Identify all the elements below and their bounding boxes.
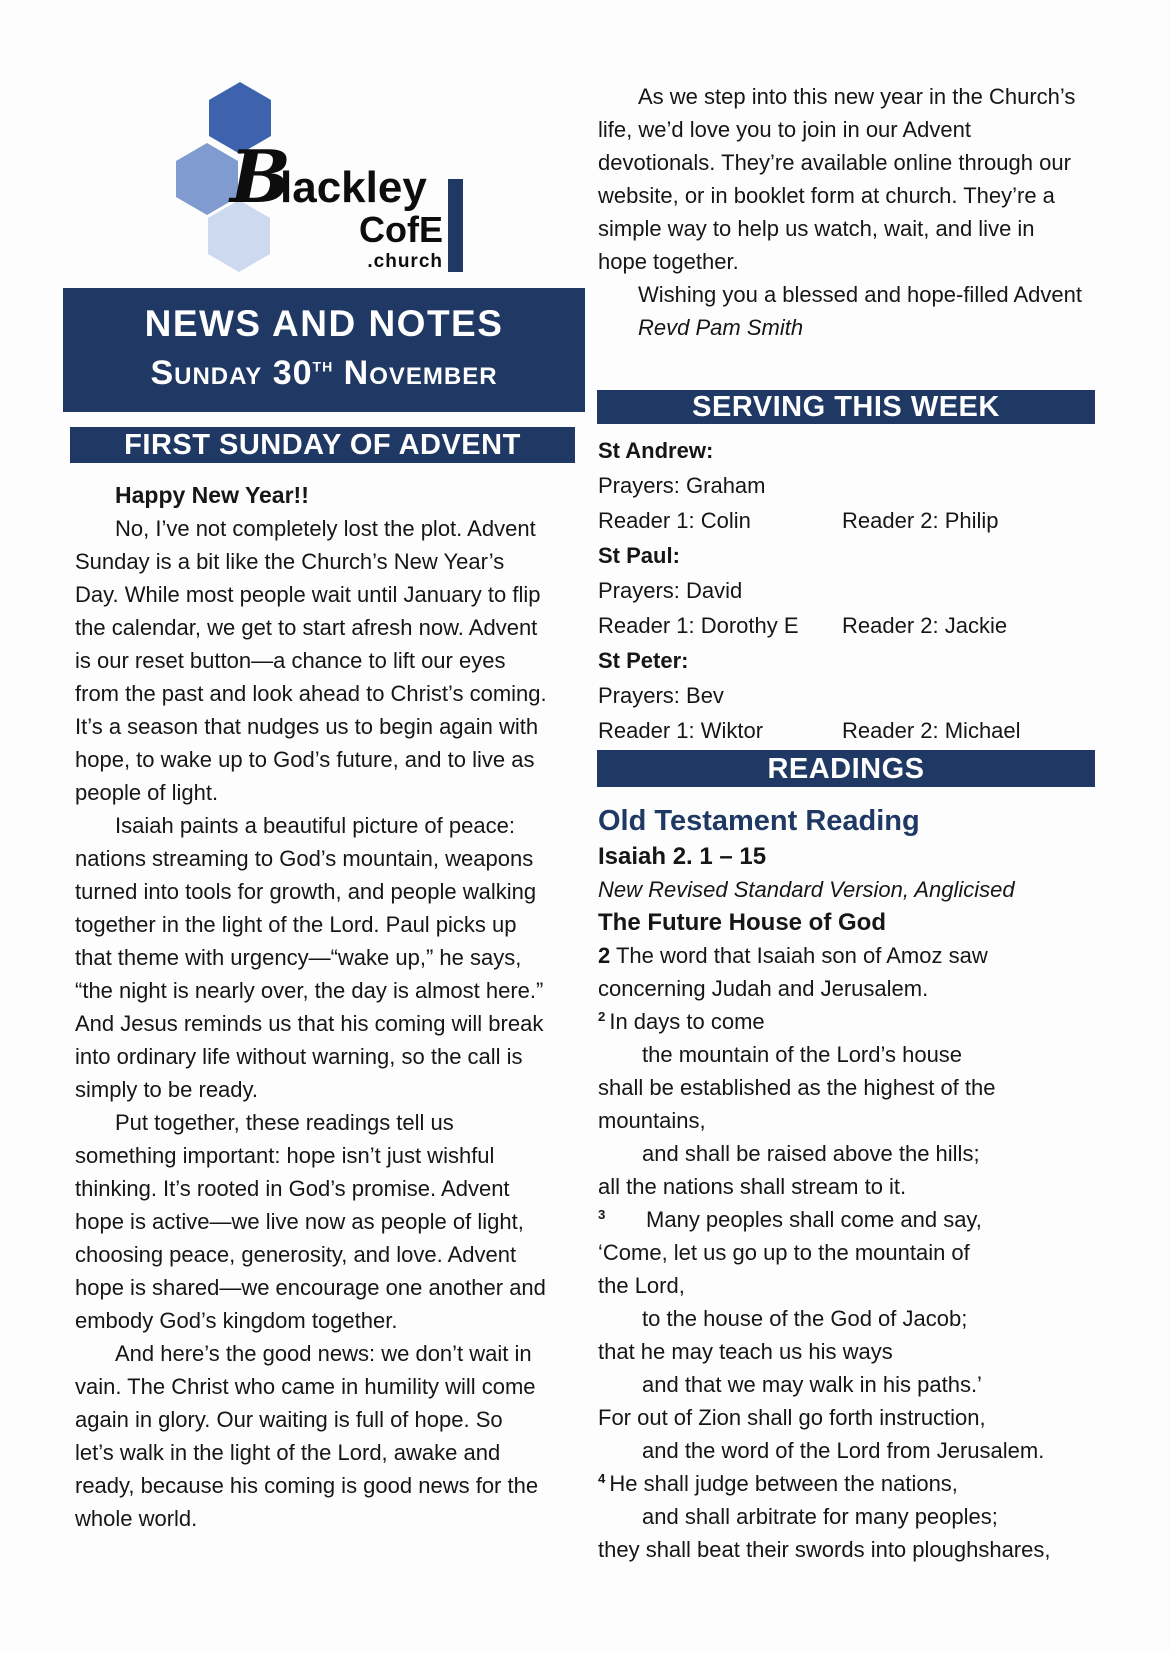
verse-text: they shall beat their swords into ploughshares, xyxy=(598,1537,1051,1562)
readers-row xyxy=(598,713,1082,748)
verse-line xyxy=(598,1335,1090,1368)
article-heading: Happy New Year!! xyxy=(115,482,309,508)
verse-text: ‘Come, let us go up to the mountain of xyxy=(598,1240,970,1265)
verse-line xyxy=(598,1071,1090,1104)
church-name: St Andrew: xyxy=(598,438,714,463)
newsletter-date xyxy=(63,354,585,393)
verse-text: and shall arbitrate for many peoples; xyxy=(642,1504,998,1529)
church-logo xyxy=(160,72,470,272)
signature: Revd Pam Smith xyxy=(638,315,804,340)
serving-list xyxy=(598,433,1082,748)
advent-article xyxy=(75,479,547,1535)
prayers-line: Prayers: Bev xyxy=(598,683,724,708)
verse-text: the mountain of the Lord’s house xyxy=(642,1042,963,1067)
verse-line xyxy=(598,1236,1090,1269)
date-prefix: Sunday 30 xyxy=(150,354,313,392)
church-name: St Paul: xyxy=(598,543,680,568)
verse-text: the Lord, xyxy=(598,1273,685,1298)
verse-line xyxy=(598,1302,1090,1335)
logo-church-text: .church xyxy=(367,251,443,272)
reading-version: New Revised Standard Version, Anglicised xyxy=(598,877,1015,902)
verse-text: to the house of the God of Jacob; xyxy=(642,1306,968,1331)
logo-initial-b: B xyxy=(230,134,291,219)
prayers-line: Prayers: David xyxy=(598,578,743,603)
verse-line xyxy=(598,1467,1090,1500)
intro-paragraph: Wishing you a blessed and hope-filled Advent xyxy=(638,282,1082,307)
reader-1: Reader 1: Colin xyxy=(598,508,751,533)
reading-title: Old Testament Reading xyxy=(598,805,920,837)
verse-text: and the word of the Lord from Jerusalem. xyxy=(642,1438,1045,1463)
article-paragraph: Isaiah paints a beautiful picture of peace: nations streaming to God’s mountain, weapons turned into tools for growth, and people walking together in the light of the Lord. Paul picks up that theme with urgency—“wake up,” he says, “the night is nearly over, the day is almost here.” And Jesus reminds us that his coming will break into ordinary life without warning, so the call is simply to be ready. xyxy=(75,813,544,1102)
logo-cofe-text: CofE xyxy=(359,209,443,250)
verse-text: mountains, xyxy=(598,1108,706,1133)
verse-line xyxy=(598,1368,1090,1401)
readers-row xyxy=(598,503,1082,538)
intro-paragraph: As we step into this new year in the Church’s life, we’d love you to join in our Advent devotionals. They’re available online through our website, or in booklet form at church. They’re a simple way to help us watch, wait, and live in hope together. xyxy=(598,84,1076,274)
verse-number: 2 xyxy=(598,943,611,968)
verse-line xyxy=(598,1533,1090,1566)
verse-line xyxy=(598,1104,1090,1137)
verse-text: He shall judge between the nations, xyxy=(609,1471,958,1496)
verse-line xyxy=(598,1203,1090,1236)
verse-line xyxy=(598,1269,1090,1302)
logo-hexagon-middle xyxy=(176,143,238,215)
date-month: November xyxy=(333,354,498,392)
newsletter-title: NEWS AND NOTES xyxy=(144,303,504,344)
verse-text: that he may teach us his ways xyxy=(598,1339,893,1364)
verse-text: In days to come xyxy=(609,1009,765,1034)
verse-line xyxy=(598,1170,1090,1203)
verse-line xyxy=(598,1401,1090,1434)
reading-reference: Isaiah 2. 1 – 15 xyxy=(598,843,767,870)
readings-block xyxy=(598,803,1090,1566)
verse-line xyxy=(598,972,1090,1005)
verse-number-superscript: 3 xyxy=(598,1206,606,1222)
verse-number-superscript: 4 xyxy=(598,1470,606,1486)
intro-block xyxy=(598,80,1082,344)
verse-text: all the nations shall stream to it. xyxy=(598,1174,907,1199)
verse-text: shall be established as the highest of the xyxy=(598,1075,996,1100)
reader-2: Reader 2: Jackie xyxy=(842,613,1008,638)
logo-vertical-bar xyxy=(448,179,463,272)
section-banner-readings: READINGS xyxy=(597,750,1095,787)
verse-text: The word that Isaiah son of Amoz saw xyxy=(610,943,988,968)
verse-text: Many peoples shall come and say, xyxy=(609,1207,982,1232)
section-banner-serving-this-week: SERVING THIS WEEK xyxy=(597,390,1095,424)
reader-2: Reader 2: Philip xyxy=(842,508,999,533)
logo-name-text: lackley xyxy=(280,163,427,212)
verse-line xyxy=(598,1038,1090,1071)
verse-text: and that we may walk in his paths.’ xyxy=(642,1372,982,1397)
verse-text: For out of Zion shall go forth instruction, xyxy=(598,1405,986,1430)
readers-row xyxy=(598,608,1082,643)
verse-line xyxy=(598,939,1090,972)
date-ordinal-suffix: th xyxy=(312,354,334,377)
church-name: St Peter: xyxy=(598,648,689,673)
verse-line xyxy=(598,1005,1090,1038)
section-banner-first-sunday-of-advent: FIRST SUNDAY OF ADVENT xyxy=(70,427,575,463)
article-paragraph: And here’s the good news: we don’t wait in vain. The Christ who came in humility will come again in glory. Our waiting is full of hope. So let’s walk in the light of the Lord, awake and ready, because his coming is good news for the whole world. xyxy=(75,1341,539,1531)
verse-number-superscript: 2 xyxy=(598,1008,606,1024)
verse-line xyxy=(598,1500,1090,1533)
reader-1: Reader 1: Dorothy E xyxy=(598,613,799,638)
article-paragraph: No, I’ve not completely lost the plot. Advent Sunday is a bit like the Church’s New Year’s Day. While most people wait until January to flip the calendar, we get to start afresh now. Advent is our reset button—a chance to lift our eyes from the past and look ahead to Christ’s coming. It’s a season that nudges us to begin again with hope, to wake up to God’s future, and to live as people of light. xyxy=(75,516,547,805)
masthead-banner xyxy=(63,288,585,412)
verse-text: and shall be raised above the hills; xyxy=(642,1141,980,1166)
reading-subtitle: The Future House of God xyxy=(598,909,886,936)
reader-2: Reader 2: Michael xyxy=(842,718,1021,743)
verse-line xyxy=(598,1137,1090,1170)
reader-1: Reader 1: Wiktor xyxy=(598,718,764,743)
article-paragraph: Put together, these readings tell us something important: hope isn’t just wishful thinking. It’s rooted in God’s promise. Advent hope is active—we live now as people of light, choosing peace, generosity, and love. Advent hope is shared—we encourage one another and embody God’s kingdom together. xyxy=(75,1110,546,1333)
verse-text: concerning Judah and Jerusalem. xyxy=(598,976,929,1001)
prayers-line: Prayers: Graham xyxy=(598,473,766,498)
verse-line xyxy=(598,1434,1090,1467)
